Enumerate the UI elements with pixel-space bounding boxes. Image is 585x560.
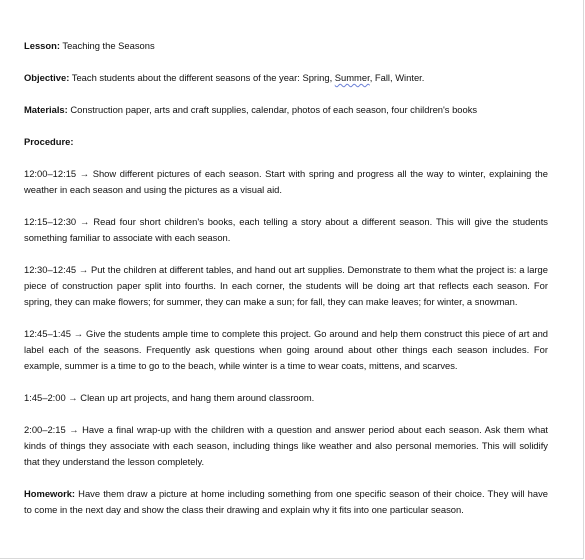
lesson-plan-body <box>24 38 548 534</box>
step-text: Show different pictures of each season. Start with spring and progress all the way to winter, explaining the weather in each season and using the pictures as a visual aid. <box>24 168 548 195</box>
procedure-label: Procedure: <box>24 136 74 147</box>
step-time: 2:00–2:15 → <box>24 424 79 435</box>
procedure-step <box>24 422 548 470</box>
objective-label: Objective: <box>24 72 70 83</box>
step-text: Have a final wrap-up with the children with a question and answer period about each season. Ask them what kinds of things they associate with each season, including things like weather and also personal memories. This will solidify that they understand the lesson completely. <box>24 424 549 467</box>
step-time: 12:30–12:45 → <box>24 264 89 275</box>
step-time: 12:15–12:30 → <box>24 216 90 227</box>
lesson-label: Lesson: <box>24 40 60 51</box>
materials-line <box>24 102 548 118</box>
procedure-step <box>24 214 548 246</box>
objective-line <box>24 70 548 86</box>
objective-text-before: Teach students about the different seasons of the year: Spring, <box>69 72 335 83</box>
materials-text: Construction paper, arts and craft supplies, calendar, photos of each season, four children's books <box>67 104 478 115</box>
step-text: Clean up art projects, and hang them around classroom. <box>77 392 315 403</box>
homework-line <box>24 486 548 518</box>
procedure-step <box>24 390 548 406</box>
homework-label: Homework: <box>24 488 76 499</box>
spellcheck-flagged-word[interactable]: Summer <box>334 72 370 83</box>
homework-text: Have them draw a picture at home including something from one specific season of their choice. They will have to come in the next day and show the class their drawing and explain why it fits into one particular season. <box>24 488 548 515</box>
step-text: Put the children at different tables, and hand out art supplies. Demonstrate to them what the project is: a large piece of construction paper split into fourths. In each corner, the students will be doing art that reflects each season. For spring, they can make flowers; for summer, they can make a sun; for fall, they can make leaves; for winter, a snowman. <box>24 264 548 307</box>
objective-text-after: , Fall, Winter. <box>369 72 425 83</box>
lesson-text: Teaching the Seasons <box>59 40 155 51</box>
lesson-line <box>24 38 548 54</box>
step-time: 1:45–2:00 → <box>24 392 78 403</box>
step-time: 12:00–12:15 → <box>24 168 90 179</box>
materials-label: Materials: <box>24 104 68 115</box>
step-text: Give the students ample time to complete this project. Go around and help them construct this piece of art and label each of the seasons. Frequently ask questions when going around about other things each season includes. For example, summer is a time to go to the beach, while winter is a time to wear coats, mittens, and scarves. <box>24 328 549 371</box>
procedure-heading <box>24 134 548 150</box>
procedure-step <box>24 166 548 198</box>
step-time: 12:45–1:45 → <box>24 328 84 339</box>
procedure-step <box>24 262 548 310</box>
step-text: Read four short children's books, each telling a story about a different season. This will give the students something familiar to associate with each season. <box>24 216 548 243</box>
procedure-step <box>24 326 548 374</box>
